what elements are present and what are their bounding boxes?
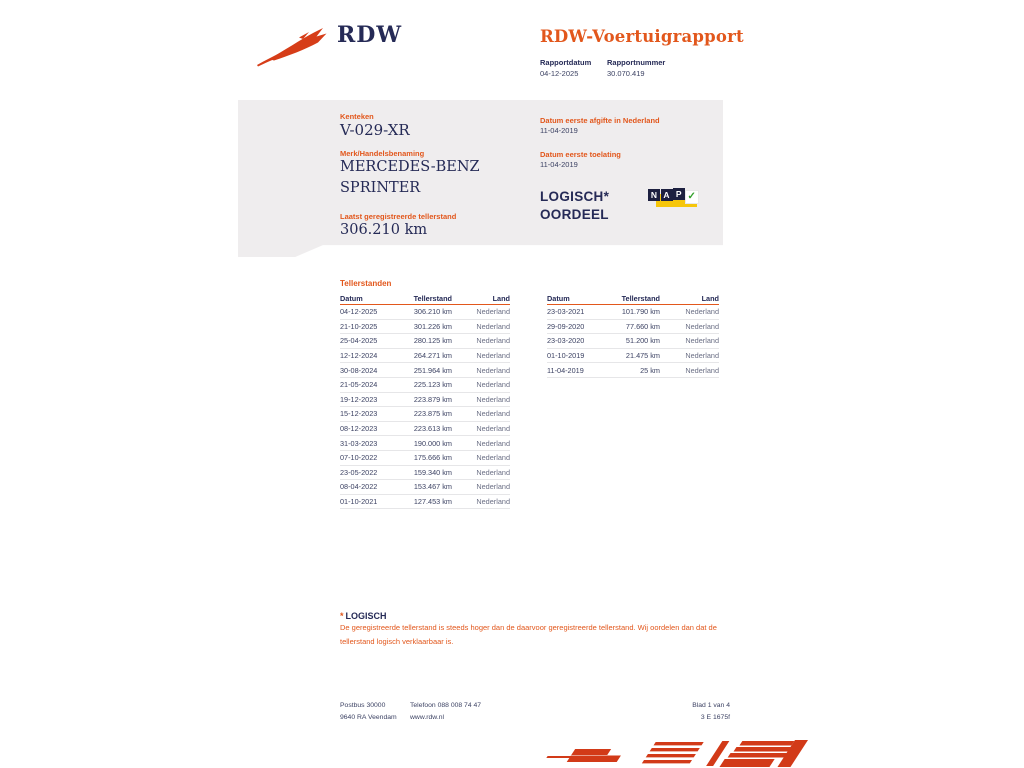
table-row — [340, 320, 510, 335]
merk-label: Merk/Handelsbenaming — [340, 149, 425, 158]
nap-check-icon: ✓ — [685, 190, 699, 204]
table-body — [340, 305, 510, 509]
cell-datum: 23-05-2022 — [340, 467, 378, 477]
cell-tellerstand: 51.200 km — [625, 336, 660, 346]
cell-tellerstand: 223.875 km — [413, 409, 452, 419]
cell-datum: 11-04-2019 — [547, 365, 584, 375]
table-row — [340, 480, 510, 495]
oordeel-line2: OORDEEL — [540, 207, 609, 222]
table-row — [547, 349, 719, 364]
tellerstand-value: 306.210 km — [340, 222, 428, 238]
oordeel-text — [540, 188, 609, 224]
cell-tellerstand: 225.123 km — [413, 380, 452, 390]
cell-land: Nederland — [685, 321, 719, 331]
table-row — [340, 349, 510, 364]
table-row — [340, 466, 510, 481]
rdw-wing-logo-icon — [255, 24, 333, 68]
cell-datum: 31-03-2023 — [340, 438, 378, 448]
cell-datum: 12-12-2024 — [340, 351, 378, 361]
table-row — [340, 407, 510, 422]
cell-datum: 23-03-2020 — [547, 336, 585, 346]
table-row — [547, 320, 719, 335]
cell-datum: 15-12-2023 — [340, 409, 378, 419]
nap-letter-a: A — [661, 189, 673, 201]
page-title: RDW-Voertuigrapport — [540, 27, 744, 46]
footer-address-line2: 9640 RA Veendam — [340, 714, 397, 721]
kenteken-label: Kenteken — [340, 112, 374, 121]
cell-tellerstand: 159.340 km — [413, 467, 452, 477]
cell-land: Nederland — [476, 409, 510, 419]
cell-tellerstand: 251.964 km — [413, 365, 452, 375]
tellerstand-label: Laatst geregistreerde tellerstand — [340, 212, 457, 221]
decorative-wing-stripes — [545, 740, 810, 768]
footer-meta — [692, 700, 730, 724]
cell-datum: 21-05-2024 — [340, 380, 378, 390]
cell-tellerstand: 77.660 km — [625, 321, 660, 331]
col-header-datum: Datum — [547, 294, 570, 303]
table-header — [340, 292, 510, 305]
report-number-label: Rapportnummer — [607, 58, 666, 67]
cell-datum: 01-10-2021 — [340, 497, 378, 507]
nap-letter-p: P — [673, 188, 685, 200]
tellerstanden-table-2 — [547, 292, 719, 378]
table-row — [340, 393, 510, 408]
cell-land: Nederland — [685, 365, 719, 375]
cell-datum: 29-09-2020 — [547, 321, 585, 331]
cell-tellerstand: 190.000 km — [413, 438, 452, 448]
cell-land: Nederland — [685, 351, 719, 361]
cell-tellerstand: 301.226 km — [413, 321, 452, 331]
cell-land: Nederland — [476, 467, 510, 477]
report-date-value: 04-12-2025 — [540, 69, 579, 78]
col-header-datum: Datum — [340, 294, 363, 303]
footer-address — [340, 700, 397, 724]
footer-form-code: 3 E 1675f — [700, 714, 730, 721]
cell-land: Nederland — [685, 307, 719, 317]
table-row — [547, 363, 719, 378]
cell-land: Nederland — [476, 321, 510, 331]
footer-contact — [410, 700, 481, 724]
cell-datum: 21-10-2025 — [340, 321, 378, 331]
table-row — [340, 378, 510, 393]
cell-tellerstand: 223.879 km — [413, 394, 452, 404]
cell-land: Nederland — [476, 307, 510, 317]
table-row — [340, 422, 510, 437]
cell-tellerstand: 264.271 km — [413, 351, 452, 361]
table-body — [547, 305, 719, 378]
cell-datum: 08-12-2023 — [340, 424, 378, 434]
nap-letter-n: N — [648, 189, 660, 201]
table-row — [340, 334, 510, 349]
table-row — [340, 305, 510, 320]
cell-tellerstand: 25 km — [640, 365, 660, 375]
col-header-land: Land — [701, 294, 719, 303]
cell-land: Nederland — [476, 482, 510, 492]
cell-datum: 08-04-2022 — [340, 482, 378, 492]
cell-tellerstand: 21.475 km — [625, 351, 660, 361]
afgifte-label: Datum eerste afgifte in Nederland — [540, 116, 660, 125]
footer-website-link[interactable]: www.rdw.nl — [410, 714, 444, 721]
cell-datum: 07-10-2022 — [340, 453, 378, 463]
cell-land: Nederland — [476, 351, 510, 361]
cell-datum: 01-10-2019 — [547, 351, 585, 361]
cell-tellerstand: 127.453 km — [413, 497, 452, 507]
table-row — [547, 305, 719, 320]
table-row — [547, 334, 719, 349]
rdw-logo-text: RDW — [337, 22, 403, 48]
table-row — [340, 451, 510, 466]
table-header — [547, 292, 719, 305]
cell-land: Nederland — [476, 438, 510, 448]
cell-tellerstand: 175.666 km — [413, 453, 452, 463]
footnote-text: De geregistreerde tellerstand is steeds hoger dan de daarvoor geregistreerde tellerstand. Wij oordelen dan dat de tellerstand logisch verklaarbaar is. — [340, 623, 717, 646]
tellerstanden-section-title: Tellerstanden — [340, 279, 392, 288]
cell-land: Nederland — [476, 424, 510, 434]
cell-land: Nederland — [685, 336, 719, 346]
cell-datum: 25-04-2025 — [340, 336, 378, 346]
toelating-value: 11-04-2019 — [540, 160, 578, 169]
oordeel-line1: LOGISCH* — [540, 189, 610, 204]
cell-land: Nederland — [476, 380, 510, 390]
cell-tellerstand: 223.613 km — [413, 424, 452, 434]
cell-tellerstand: 153.467 km — [413, 482, 452, 492]
footer-phone: Telefoon 088 008 74 47 — [410, 702, 482, 709]
report-number-value: 30.070.419 — [607, 69, 645, 78]
cell-datum: 19-12-2023 — [340, 394, 378, 404]
col-header-land: Land — [492, 294, 510, 303]
col-header-tellerstand: Tellerstand — [413, 294, 452, 303]
kenteken-value: V-029-XR — [340, 121, 410, 139]
report-date-label: Rapportdatum — [540, 58, 592, 67]
table-row — [340, 436, 510, 451]
footer-address-line1: Postbus 30000 — [340, 702, 386, 709]
cell-tellerstand: 280.125 km — [413, 336, 452, 346]
table-row — [340, 495, 510, 510]
cell-land: Nederland — [476, 336, 510, 346]
cell-datum: 30-08-2024 — [340, 365, 378, 375]
cell-land: Nederland — [476, 394, 510, 404]
nap-logo — [648, 185, 698, 210]
col-header-tellerstand: Tellerstand — [621, 294, 660, 303]
cell-land: Nederland — [476, 497, 510, 507]
table-row — [340, 363, 510, 378]
afgifte-value: 11-04-2019 — [540, 126, 578, 135]
footnote-title: LOGISCH — [345, 611, 387, 621]
footer-page-number: Blad 1 van 4 — [692, 702, 730, 709]
cell-land: Nederland — [476, 453, 510, 463]
cell-land: Nederland — [476, 365, 510, 375]
cell-tellerstand: 306.210 km — [413, 307, 452, 317]
toelating-label: Datum eerste toelating — [540, 150, 621, 159]
merk-value-line1: MERCEDES-BENZ — [340, 159, 480, 175]
cell-datum: 04-12-2025 — [340, 307, 378, 317]
cell-datum: 23-03-2021 — [547, 307, 585, 317]
tellerstanden-table-1 — [340, 292, 510, 509]
footnote-asterisk: * — [340, 611, 344, 621]
cell-tellerstand: 101.790 km — [621, 307, 660, 317]
merk-value-line2: SPRINTER — [340, 180, 421, 196]
